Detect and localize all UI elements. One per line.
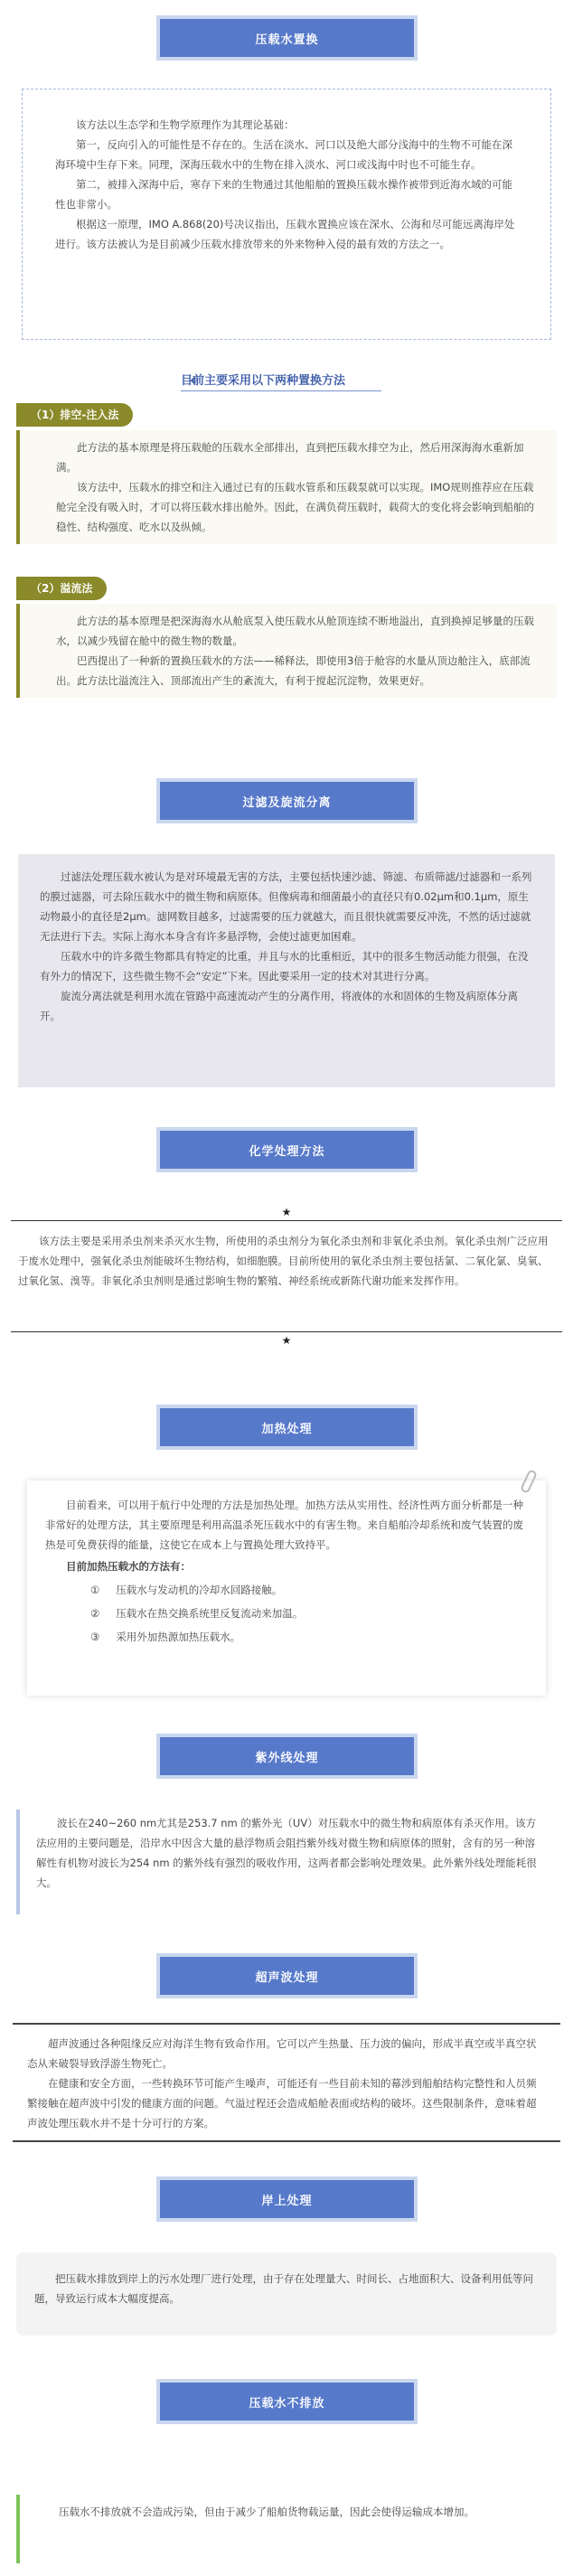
- heating-list-item: [45, 1602, 528, 1625]
- method-1-tag: （1）排空-注入法: [16, 403, 133, 427]
- method-1-para-1: 此方法的基本原理是将压载舱的压载水全部排出，直到把压载水排空为止，然后用深海海水重新加满。: [56, 441, 524, 474]
- filtration-para-1: 过滤法处理压载水被认为是对环境最无害的方法，主要包括快速沙滤、筛滤、布质筛滤/过滤器和一系列的膜过滤器，可去除压载水中的微生物和病原体。但像病毒和细菌最小的直径只有0.02μm和0.1μm，原生动物最小的直径是2μm。滤网数目越多，过滤需要的压力就越大，而且很快就需要反冲洗，不然的话过滤就无法进行下去。实际上海水本身含有许多悬浮物，会使过滤更加困难。: [40, 870, 532, 943]
- list-number: ③: [90, 1631, 100, 1643]
- intro-para-3: 第二，被排入深海中后，寒存下来的生物通过其他船舶的置换压载水操作被带到近海水域的可能性也非常小。: [55, 178, 512, 211]
- no-discharge-box: [16, 2495, 557, 2563]
- divider-top: [11, 1220, 562, 1221]
- intro-para-1: 该方法以生态学和生物学原理作为其理论基础：: [76, 118, 295, 131]
- heating-list-item: [45, 1578, 528, 1602]
- intro-box: [22, 89, 551, 340]
- list-number: ②: [90, 1607, 100, 1620]
- heating-list-title: 目前加热压载水的方法有：: [66, 1560, 191, 1573]
- intro-para-2: 第一，反向引入的可能性是不存在的。生活在淡水、河口以及绝大部分浅海中的生物不可能在深海环境中生存下来。同理，深海压载水中的生物在排入淡水、河口或浅海中时也不可能生存。: [55, 138, 512, 171]
- method-1-para-2: 该方法中，压载水的排空和注入通过已有的压载水管系和压载泵就可以实现。IMO规则推荐应在压载舱完全没有吸入时，才可以将压载水排出舱外。因此，在满负荷压载时，载荷大的变化将会影响到船舶的稳性、结构强度、吃水以及纵倾。: [56, 481, 534, 533]
- method-1-block: [16, 403, 557, 544]
- filtration-para-2: 压载水中的许多微生物都具有特定的比重，并且与水的比重相近，其中的很多生物活动能力很强，在没有外力的情况下，这些微生物不会“安定”下来。因此要采用一定的技术对其进行分离。: [40, 950, 529, 982]
- heating-card: [27, 1481, 546, 1696]
- heating-para-1: 目前看来，可以用于航行中处理的方法是加热处理。加热方法从实用性、经济性两方面分析都是一种非常好的处理方法，其主要原理是利用高温杀死压载水中的有害生物。来自船舶冷却系统和废气装置的废热是可免费获得的能量，这使它在成本上与置换处理大致持平。: [45, 1499, 523, 1551]
- section-banner-uv: 紫外线处理: [160, 1737, 414, 1775]
- list-text: 压载水与发动机的冷却水回路接触。: [116, 1584, 283, 1596]
- section-banner-no-discharge: 压载水不排放: [160, 2383, 414, 2421]
- method-2-para-1: 此方法的基本原理是把深海海水从舱底泵入使压载水从舱顶连续不断地溢出，直到换掉足够量的压载水，以减少残留在舱中的微生物的数量。: [56, 615, 534, 647]
- list-text: 压载水在热交换系统里反复流动来加温。: [116, 1607, 304, 1620]
- filtration-panel: [18, 854, 555, 1087]
- ultrasonic-box: [13, 2023, 560, 2142]
- section-banner-chemical: 化学处理方法: [160, 1131, 414, 1169]
- intro-para-4: 根据这一原理，IMO A.868(20)号决议指出，压载水置换应该在深水、公海和尽可能远离海岸处进行。该方法被认为是目前减少压载水排放带来的外来物种入侵的最有效的方法之一。: [55, 218, 515, 250]
- section-banner-heating: 加热处理: [160, 1408, 414, 1446]
- uv-box: [16, 1810, 557, 1914]
- ultrasonic-para-2: 在健康和安全方面，一些转换环节可能产生噪声，可能还有一些目前未知的幕涉到船舶结构完整性和人员频繁接触在超声波中引发的健康方面的问题。气溢过程还会造成船舱表面或结构的破坏。这些限制条件，意味着超声波处理压载水并不是十分可行的方案。: [27, 2077, 537, 2129]
- filtration-para-3: 旋流分离法就是利用水流在管路中高速流动产生的分离作用，将液体的水和固体的生物及病原体分离开。: [40, 990, 518, 1022]
- star-bottom: ★: [281, 1334, 292, 1347]
- method-2-body: [16, 604, 557, 698]
- section-banner-filtration: 过滤及旋流分离: [160, 782, 414, 820]
- shore-box: [16, 2252, 557, 2336]
- method-2-tag: （2）溢流法: [16, 577, 107, 600]
- method-1-body: [16, 430, 557, 544]
- method-2-block: [16, 577, 557, 698]
- chemical-para-1: 该方法主要是采用杀虫剂来杀灭水生物，所使用的杀虫剂分为氧化杀虫剂和非氧化杀虫剂。氧化杀虫剂广泛应用于废水处理中，强氧化杀虫剂能破坏生物结构，如细胞膜。目前所使用的氧化杀虫剂主要包括氯、二氧化氯、臭氧、过氧化氢、溴等。非氧化杀虫剂则是通过影响生物的繁殖、神经系统或新陈代谢功能来发挥作用。: [18, 1235, 549, 1287]
- shore-para-1: 把压载水排放到岸上的污水处理厂进行处理，由于存在处理量大、时间长、占地面积大、设备利用低等问题，导致运行成本大幅度提高。: [34, 2272, 533, 2305]
- heating-list-item: [45, 1625, 528, 1649]
- section-banner-shore: 岸上处理: [160, 2180, 414, 2218]
- methods-subtitle-text: 目前主要采用以下两种置换方法: [181, 374, 346, 388]
- section-banner-ballast-exchange: 压载水置换: [160, 19, 414, 57]
- section-banner-ultrasonic: 超声波处理: [160, 1957, 414, 1995]
- ultrasonic-para-1: 超声波通过各种阻缘反应对海洋生物有致命作用。它可以产生热量、压力波的偏向，形成半真空或半真空状态从来破裂导致浮游生物死亡。: [27, 2037, 537, 2070]
- list-number: ①: [90, 1584, 100, 1596]
- divider-bottom: [11, 1331, 562, 1332]
- methods-subtitle: [181, 371, 416, 388]
- uv-para-1: 波长在240~260 nm尤其是253.7 nm 的紫外光（UV）对压载水中的微生物和病原体有杀灭作用。该方法应用的主要问题是，沿岸水中因含大量的悬浮物质会阻挡紫外线对微生物和病原体的照射，含有的另一种溶解性有机物对波长为254 nm 的紫外线有强烈的吸收作用，这两者都会影响处理效果。此外紫外线处理能耗很大。: [36, 1817, 537, 1889]
- subtitle-underline: [181, 390, 381, 391]
- method-2-para-2: 巴西提出了一种新的置换压载水的方法——稀释法，即使用3倍于舱容的水量从顶边舱注入，底部流出。此方法比溢流注入、顶部流出产生的紊流大，有利于搅起沉淀物，效果更好。: [56, 654, 531, 687]
- list-text: 采用外加热源加热压载水。: [116, 1631, 241, 1643]
- chemical-text: [18, 1231, 555, 1291]
- star-top: ★: [281, 1206, 292, 1218]
- no-discharge-para-1: 压载水不排放就不会造成污染，但由于减少了船舶货物载运量，因此会使得运输成本增加。: [59, 2505, 474, 2518]
